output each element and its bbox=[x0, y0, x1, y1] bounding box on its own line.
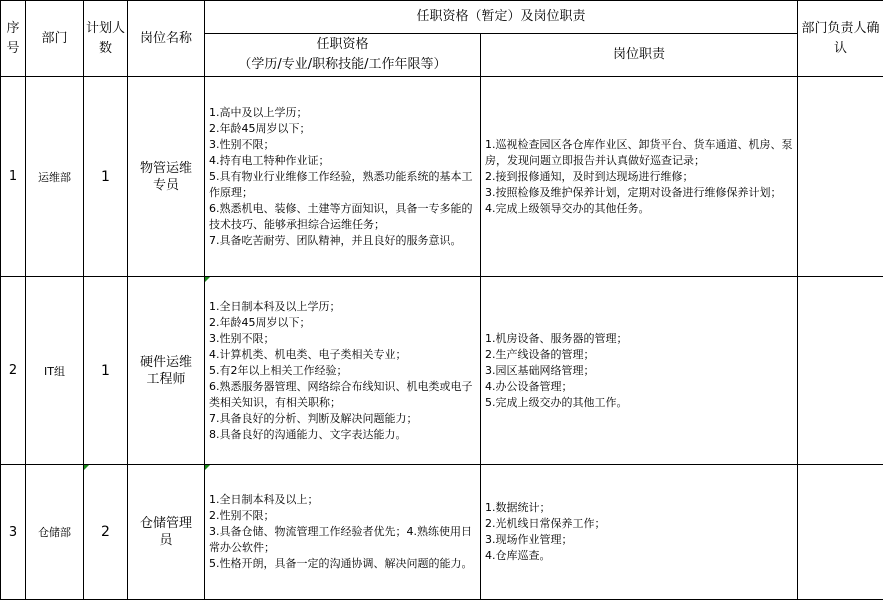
list-item: 8.具备良好的沟通能力、文字表达能力。 bbox=[209, 427, 478, 443]
list-item: 7.具备良好的分析、判断及解决问题能力； bbox=[209, 411, 478, 427]
header-duties: 岗位职责 bbox=[481, 34, 798, 77]
list-item: 4.完成上级领导交办的其他任务。 bbox=[485, 201, 795, 217]
row-confirm bbox=[798, 465, 883, 600]
row-seq: 3 bbox=[1, 465, 26, 600]
header-dept: 部门 bbox=[26, 1, 84, 77]
row-count: 1 bbox=[84, 277, 128, 465]
list-item: 4.仓库巡查。 bbox=[485, 548, 795, 564]
list-item: 5.完成上级交办的其他工作。 bbox=[485, 395, 795, 411]
list-item: 2.年龄45周岁以下； bbox=[209, 121, 478, 137]
list-item: 2.生产线设备的管理； bbox=[485, 347, 795, 363]
header-seq: 序号 bbox=[1, 1, 26, 77]
row-duties bbox=[481, 465, 798, 600]
row-dept: 仓储部 bbox=[26, 465, 84, 600]
list-item: 6.熟悉服务器管理、网络综合布线知识、机电类或电子类相关知识，有相关职称； bbox=[209, 379, 478, 411]
list-item: 2.年龄45周岁以下； bbox=[209, 315, 478, 331]
list-item: 4.持有电工特种作业证； bbox=[209, 153, 478, 169]
list-item: 1.数据统计； bbox=[485, 500, 795, 516]
list-item: 3.性别不限； bbox=[209, 331, 478, 347]
qualifications-subtitle: （学历/专业/职称技能/工作年限等） bbox=[205, 55, 480, 75]
table-row bbox=[1, 465, 883, 600]
row-position: 物管运维专员 bbox=[128, 77, 205, 277]
list-item: 1.机房设备、服务器的管理； bbox=[485, 331, 795, 347]
header-confirm: 部门负责人确认 bbox=[798, 1, 883, 77]
table-row bbox=[1, 277, 883, 465]
list-item: 5.有2年以上相关工作经验； bbox=[209, 363, 478, 379]
list-item: 1.高中及以上学历； bbox=[209, 105, 478, 121]
list-item: 1.全日制本科及以上； bbox=[209, 492, 478, 508]
row-qualifications bbox=[205, 277, 481, 465]
row-seq: 1 bbox=[1, 77, 26, 277]
qualifications-title: 任职资格 bbox=[205, 35, 480, 55]
row-confirm bbox=[798, 277, 883, 465]
list-item: 7.具备吃苦耐劳、团队精神，并且良好的服务意识。 bbox=[209, 233, 478, 249]
row-position: 仓储管理员 bbox=[128, 465, 205, 600]
row-duties bbox=[481, 277, 798, 465]
row-count: 2 bbox=[84, 465, 128, 600]
list-item: 3.具备仓储、物流管理工作经验者优先；4.熟练使用日常办公软件； bbox=[209, 524, 478, 556]
header-plan-count: 计划人数 bbox=[84, 1, 128, 77]
row-position: 硬件运维工程师 bbox=[128, 277, 205, 465]
list-item: 4.计算机类、机电类、电子类相关专业； bbox=[209, 347, 478, 363]
row-seq: 2 bbox=[1, 277, 26, 465]
list-item: 2.接到报修通知，及时到达现场进行维修； bbox=[485, 169, 795, 185]
list-item: 5.具有物业行业维修工作经验，熟悉功能系统的基本工作原理； bbox=[209, 169, 478, 201]
list-item: 5.性格开朗，具备一定的沟通协调、解决问题的能力。 bbox=[209, 556, 478, 572]
list-item: 2.性别不限； bbox=[209, 508, 478, 524]
header-qualifications bbox=[205, 34, 481, 77]
list-item: 3.性别不限； bbox=[209, 137, 478, 153]
list-item: 1.巡视检查园区各仓库作业区、卸货平台、货车通道、机房、泵房，发现问题立即报告并认真做好巡查记录； bbox=[485, 137, 795, 169]
list-item: 6.熟悉机电、装修、土建等方面知识，具备一专多能的技术技巧、能够承担综合运维任务； bbox=[209, 201, 478, 233]
list-item: 4.办公设备管理； bbox=[485, 379, 795, 395]
list-item: 1.全日制本科及以上学历； bbox=[209, 299, 478, 315]
row-count: 1 bbox=[84, 77, 128, 277]
row-dept: IT组 bbox=[26, 277, 84, 465]
header-group: 任职资格（暂定）及岗位职责 bbox=[205, 1, 798, 34]
row-qualifications bbox=[205, 77, 481, 277]
list-item: 2.光机线日常保养工作； bbox=[485, 516, 795, 532]
row-confirm bbox=[798, 77, 883, 277]
table-row bbox=[1, 77, 883, 277]
row-duties bbox=[481, 77, 798, 277]
list-item: 3.按照检修及维护保养计划，定期对设备进行维修保养计划； bbox=[485, 185, 795, 201]
row-qualifications bbox=[205, 465, 481, 600]
list-item: 3.现场作业管理； bbox=[485, 532, 795, 548]
list-item: 3.园区基础网络管理； bbox=[485, 363, 795, 379]
header-position: 岗位名称 bbox=[128, 1, 205, 77]
row-dept: 运维部 bbox=[26, 77, 84, 277]
